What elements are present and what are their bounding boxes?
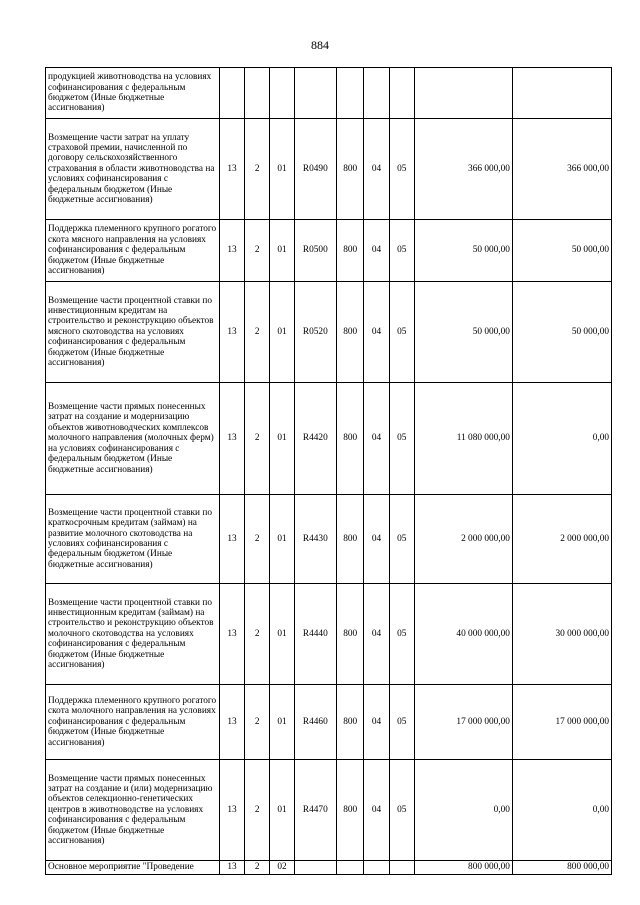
cell-c4: R0520	[294, 282, 336, 383]
cell-c5	[337, 68, 364, 119]
cell-amount-1: 800 000,00	[414, 861, 512, 875]
cell-c7: 05	[389, 220, 414, 282]
cell-amount-2: 2 000 000,00	[512, 495, 611, 584]
cell-c5: 800	[337, 760, 364, 861]
cell-amount-1: 40 000 000,00	[414, 584, 512, 685]
cell-c1: 13	[219, 760, 244, 861]
cell-c6: 04	[364, 282, 389, 383]
cell-amount-1: 0,00	[414, 760, 512, 861]
cell-c6	[364, 68, 389, 119]
cell-c4: R4420	[294, 383, 336, 495]
page-number: 884	[311, 38, 329, 52]
row-name: Поддержка племенного крупного рогатого скота молочного направления на условиях софинансирования с федеральным бюджетом (Иные бюджетные ассигнования)	[46, 685, 220, 760]
cell-c2: 2	[245, 861, 270, 875]
row-name: Возмещение части процентной ставки по краткосрочным кредитам (займам) на развитие молочного скотоводства на условиях софинансирования с федеральным бюджетом (Иные бюджетные ассигнования)	[46, 495, 220, 584]
cell-c4: R4440	[294, 584, 336, 685]
cell-c2: 2	[245, 685, 270, 760]
cell-c3: 02	[270, 861, 294, 875]
cell-c4	[294, 68, 336, 119]
cell-amount-1: 366 000,00	[414, 119, 512, 220]
cell-c2: 2	[245, 495, 270, 584]
table-row	[46, 685, 612, 760]
cell-amount-1: 50 000,00	[414, 220, 512, 282]
cell-amount-2: 50 000,00	[512, 282, 611, 383]
cell-c6: 04	[364, 383, 389, 495]
table-row	[46, 220, 612, 282]
cell-amount-2: 30 000 000,00	[512, 584, 611, 685]
cell-c5: 800	[337, 119, 364, 220]
cell-c1: 13	[219, 119, 244, 220]
cell-c3: 01	[270, 383, 294, 495]
cell-amount-2: 0,00	[512, 760, 611, 861]
cell-c3: 01	[270, 760, 294, 861]
cell-c2: 2	[245, 282, 270, 383]
cell-c6	[364, 861, 389, 875]
cell-c1: 13	[219, 685, 244, 760]
cell-c5: 800	[337, 685, 364, 760]
budget-table	[45, 67, 612, 875]
cell-c7: 05	[389, 760, 414, 861]
cell-c3: 01	[270, 584, 294, 685]
row-name: Возмещение части затрат на уплату страховой премии, начисленной по договору сельскохозяйственного страхования в области животноводства на условиях софинансирования с федеральным бюджетом (Иные бюджетные ассигнования)	[46, 119, 220, 220]
cell-amount-1: 17 000 000,00	[414, 685, 512, 760]
row-name: продукцией животноводства на условиях софинансирования с федеральным бюджетом (Иные бюджетные ассигнования)	[46, 68, 220, 119]
cell-c4: R0500	[294, 220, 336, 282]
cell-c6: 04	[364, 495, 389, 584]
cell-c7: 05	[389, 282, 414, 383]
cell-c4: R4470	[294, 760, 336, 861]
cell-c6: 04	[364, 584, 389, 685]
cell-amount-1: 50 000,00	[414, 282, 512, 383]
cell-c2: 2	[245, 760, 270, 861]
cell-c3: 01	[270, 495, 294, 584]
cell-c4: R4430	[294, 495, 336, 584]
table-row	[46, 584, 612, 685]
cell-amount-2: 366 000,00	[512, 119, 611, 220]
cell-c6: 04	[364, 220, 389, 282]
cell-c1: 13	[219, 220, 244, 282]
cell-c6: 04	[364, 685, 389, 760]
cell-c4: R0490	[294, 119, 336, 220]
table-row	[46, 119, 612, 220]
cell-amount-2: 50 000,00	[512, 220, 611, 282]
cell-c2: 2	[245, 220, 270, 282]
cell-c3: 01	[270, 685, 294, 760]
cell-c5: 800	[337, 282, 364, 383]
cell-c5	[337, 861, 364, 875]
cell-c7: 05	[389, 685, 414, 760]
cell-amount-1: 11 080 000,00	[414, 383, 512, 495]
cell-c2: 2	[245, 119, 270, 220]
cell-c1	[219, 68, 244, 119]
cell-amount-1	[414, 68, 512, 119]
cell-c1: 13	[219, 584, 244, 685]
table-row	[46, 760, 612, 861]
cell-c7: 05	[389, 119, 414, 220]
row-name: Поддержка племенного крупного рогатого скота мясного направления на условиях софинансирования с федеральным бюджетом (Иные бюджетные ассигнования)	[46, 220, 220, 282]
cell-c5: 800	[337, 220, 364, 282]
cell-amount-2: 0,00	[512, 383, 611, 495]
cell-c2: 2	[245, 584, 270, 685]
cell-amount-2	[512, 68, 611, 119]
cell-c2: 2	[245, 383, 270, 495]
cell-c5: 800	[337, 584, 364, 685]
cell-c1: 13	[219, 383, 244, 495]
cell-c4: R4460	[294, 685, 336, 760]
table-row	[46, 383, 612, 495]
cell-c3: 01	[270, 220, 294, 282]
row-name: Возмещение части прямых понесенных затрат на создание и модернизацию объектов животноводческих комплексов молочного направления (молочных ферм) на условиях софинансирования с федеральным бюджетом (Иные бюджетные ассигнования)	[46, 383, 220, 495]
cell-c7: 05	[389, 383, 414, 495]
cell-amount-2: 800 000,00	[512, 861, 611, 875]
cell-c7	[389, 861, 414, 875]
cell-c5: 800	[337, 383, 364, 495]
cell-c3: 01	[270, 282, 294, 383]
cell-c1: 13	[219, 495, 244, 584]
cell-c3: 01	[270, 119, 294, 220]
row-name: Основное мероприятие "Проведение	[46, 861, 220, 875]
row-name: Возмещение части процентной ставки по инвестиционным кредитам (займам) на строительство и реконструкцию объектов молочного скотоводства на условиях софинансирования с федеральным бюджетом (Иные бюджетные ассигнования)	[46, 584, 220, 685]
table-row	[46, 282, 612, 383]
table-row	[46, 68, 612, 119]
cell-c3	[270, 68, 294, 119]
table-row	[46, 861, 612, 875]
cell-c6: 04	[364, 760, 389, 861]
cell-c1: 13	[219, 282, 244, 383]
cell-c2	[245, 68, 270, 119]
cell-c1: 13	[219, 861, 244, 875]
cell-c6: 04	[364, 119, 389, 220]
row-name: Возмещение части процентной ставки по инвестиционным кредитам на строительство и реконструкцию объектов мясного скотоводства на условиях софинансирования с федеральным бюджетом (Иные бюджетные ассигнования)	[46, 282, 220, 383]
cell-c7: 05	[389, 495, 414, 584]
table-row	[46, 495, 612, 584]
cell-c7	[389, 68, 414, 119]
cell-amount-1: 2 000 000,00	[414, 495, 512, 584]
cell-c7: 05	[389, 584, 414, 685]
cell-c4	[294, 861, 336, 875]
cell-amount-2: 17 000 000,00	[512, 685, 611, 760]
cell-c5: 800	[337, 495, 364, 584]
row-name: Возмещение части прямых понесенных затрат на создание и (или) модернизацию объектов селекционно-генетических центров в животноводстве на условиях софинансирования с федеральным бюджетом (Иные бюджетные ассигнования)	[46, 760, 220, 861]
